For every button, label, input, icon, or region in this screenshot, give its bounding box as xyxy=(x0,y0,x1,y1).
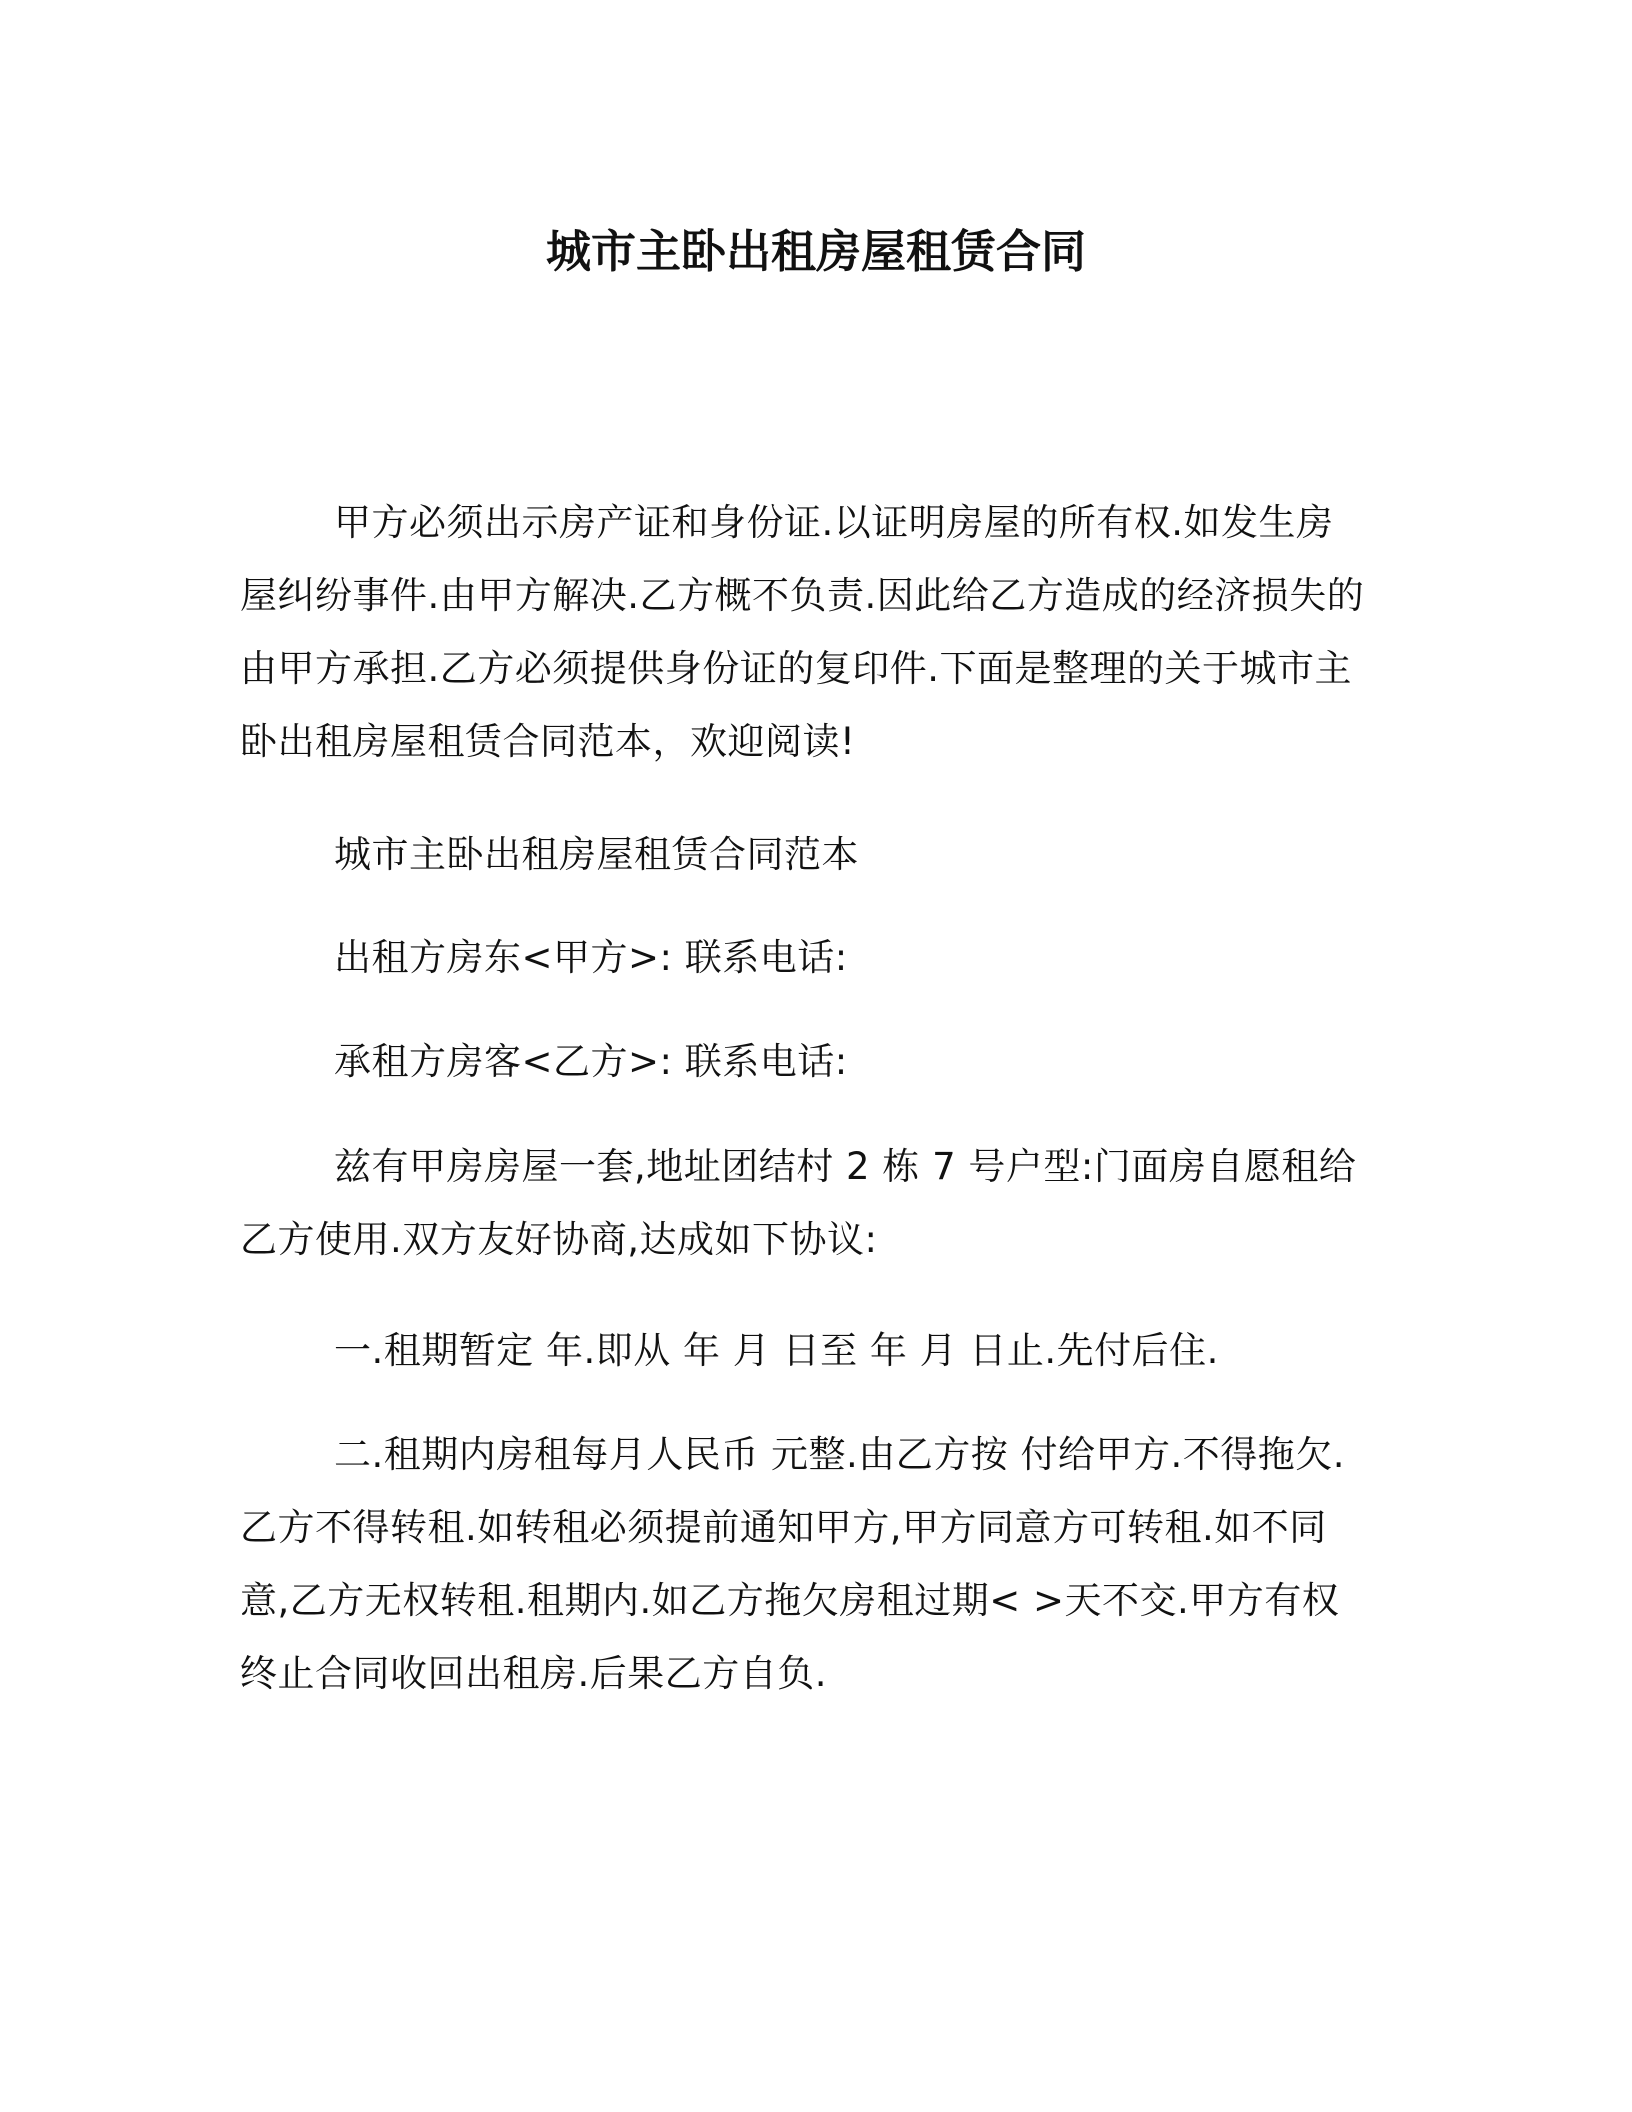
lessee-line: 承租方房客<乙方>: 联系电话: xyxy=(334,1040,848,1083)
house-description-paragraph: 兹有甲房房屋一套,地址团结村 2 栋 7 号户型:门面房自愿租给乙方使用.双方友好协商,达成如下协议: xyxy=(240,1145,1357,1261)
contract-subtitle: 城市主卧出租房屋租赁合同范本 xyxy=(334,833,859,876)
clause-1-term: 一.租期暂定 年.即从 年 月 日至 年 月 日止.先付后住. xyxy=(334,1329,1219,1372)
page-title: 城市主卧出租房屋租赁合同 xyxy=(545,225,1086,278)
intro-paragraph: 甲方必须出示房产证和身份证.以证明房屋的所有权.如发生房屋纠纷事件.由甲方解决.乙方概不负责.因此给乙方造成的经济损失的由甲方承担.乙方必须提供身份证的复印件.下面是整理的关于城市主卧出租房屋租赁合同范本，欢迎阅读! xyxy=(240,501,1365,763)
clause-2-rent: 二.租期内房租每月人民币 元整.由乙方按 付给甲方.不得拖欠.乙方不得转租.如转租必须提前通知甲方,甲方同意方可转租.如不同意,乙方无权转租.租期内.如乙方拖欠房租过期< >天不交.甲方有权终止合同收回出租房.后果乙方自负. xyxy=(240,1433,1346,1695)
lessor-line: 出租方房东<甲方>: 联系电话: xyxy=(334,936,848,979)
